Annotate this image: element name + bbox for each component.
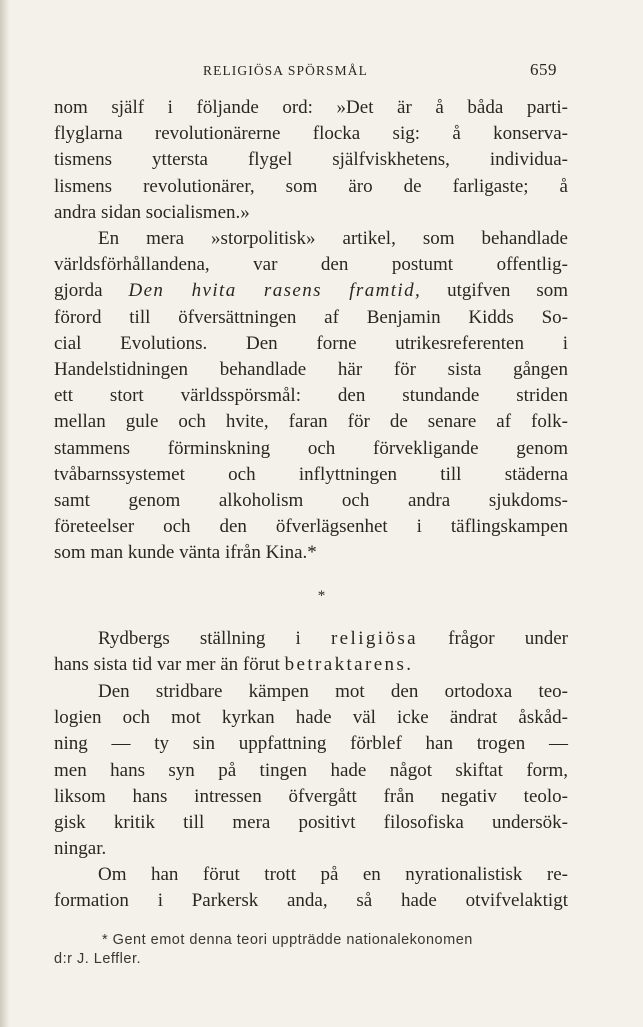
paragraph-storpolitisk [54, 226, 568, 566]
footnote [54, 931, 568, 969]
text-line: flyglarna revolutionärerne flocka sig: å konserva- [54, 123, 568, 145]
text-line: Den stridbare kämpen mot den ortodoxa teo- [98, 681, 568, 702]
text-line: mellan gule och hvite, faran för de senare af folk- [54, 411, 568, 433]
text-fragment: frågor under [417, 628, 568, 649]
paragraph-nyrationalistisk [54, 862, 568, 914]
text-line: liksom hans intressen öfvergått från negativ teolo- [54, 785, 568, 807]
text-line: Om han förut trott på en nyrationalistisk re- [98, 864, 568, 885]
text-line: andra sidan socialismen.» [54, 201, 250, 223]
text-line: nom själf i följande ord: »Det är å båda parti- [54, 97, 568, 118]
text-fragment: . [406, 654, 411, 676]
text-line: En mera »storpolitisk» artikel, som behandlade [98, 228, 568, 249]
text-line: samt genom alkoholism och andra sjukdoms- [54, 489, 568, 511]
text-line: logien och mot kyrkan hade väl icke ändrat åskåd- [54, 707, 568, 729]
text-line: men hans syn på tingen hade något skiftat form, [54, 759, 568, 781]
text-line [54, 652, 568, 678]
text-line: stammens förminskning och förvekligande genom [54, 437, 568, 459]
footnote-line: d:r J. Leffler. [54, 951, 142, 967]
section-separator: * [317, 588, 326, 604]
text-line: ningar. [54, 838, 107, 860]
paragraph-rydberg [54, 626, 568, 678]
text-fragment: gjorda [54, 280, 129, 302]
spaced-emphasis: betraktarens [284, 654, 407, 676]
spaced-emphasis: religiösa [330, 628, 418, 649]
text-fragment: Rydbergs ställning i [98, 628, 331, 649]
page-edge-shadow [0, 0, 10, 1027]
text-line: Handelstidningen behandlade här för sista gången [54, 358, 568, 380]
text-line: tvåbarnssystemet och inflyttningen till städerna [54, 463, 568, 485]
text-line: världsförhållandena, var den postumt offentlig- [54, 254, 568, 276]
footnote-line: * Gent emot denna teori uppträdde nationalekonomen [102, 932, 473, 948]
page-number: 659 [530, 60, 557, 79]
text-line: cial Evolutions. Den forne utrikesreferenten i [54, 332, 568, 354]
paragraph-kampen [54, 679, 568, 862]
text-fragment: utgifven som [421, 280, 568, 302]
text-line: lismens revolutionärer, som äro de farligaste; å [54, 175, 568, 197]
text-line: företeelser och den öfverlägsenhet i täflingskampen [54, 516, 568, 538]
running-head: RELIGIÖSA SPÖRSMÅL [203, 63, 368, 78]
paragraph-quote-end [54, 95, 568, 226]
text-line [54, 626, 568, 652]
text-line: som man kunde vänta ifrån Kina.* [54, 542, 317, 564]
text-line: förord till öfversättningen af Benjamin Kidds So- [54, 306, 568, 328]
text-line: ett stort världsspörsmål: den stundande striden [54, 385, 568, 407]
page-header [0, 60, 643, 84]
text-fragment: hans sista tid var mer än förut [54, 654, 285, 676]
text-line: formation i Parkersk anda, så hade otvifvelaktigt [54, 890, 568, 912]
book-title: Den hvita rasens framtid, [128, 280, 422, 302]
text-line-with-title [54, 278, 568, 304]
text-line: gisk kritik till mera positivt filosofiska undersök- [54, 811, 568, 833]
text-line: tismens yttersta flygel själfviskhetens, individua- [54, 149, 568, 171]
text-line: ning — ty sin uppfattning förblef han trogen — [54, 733, 568, 755]
